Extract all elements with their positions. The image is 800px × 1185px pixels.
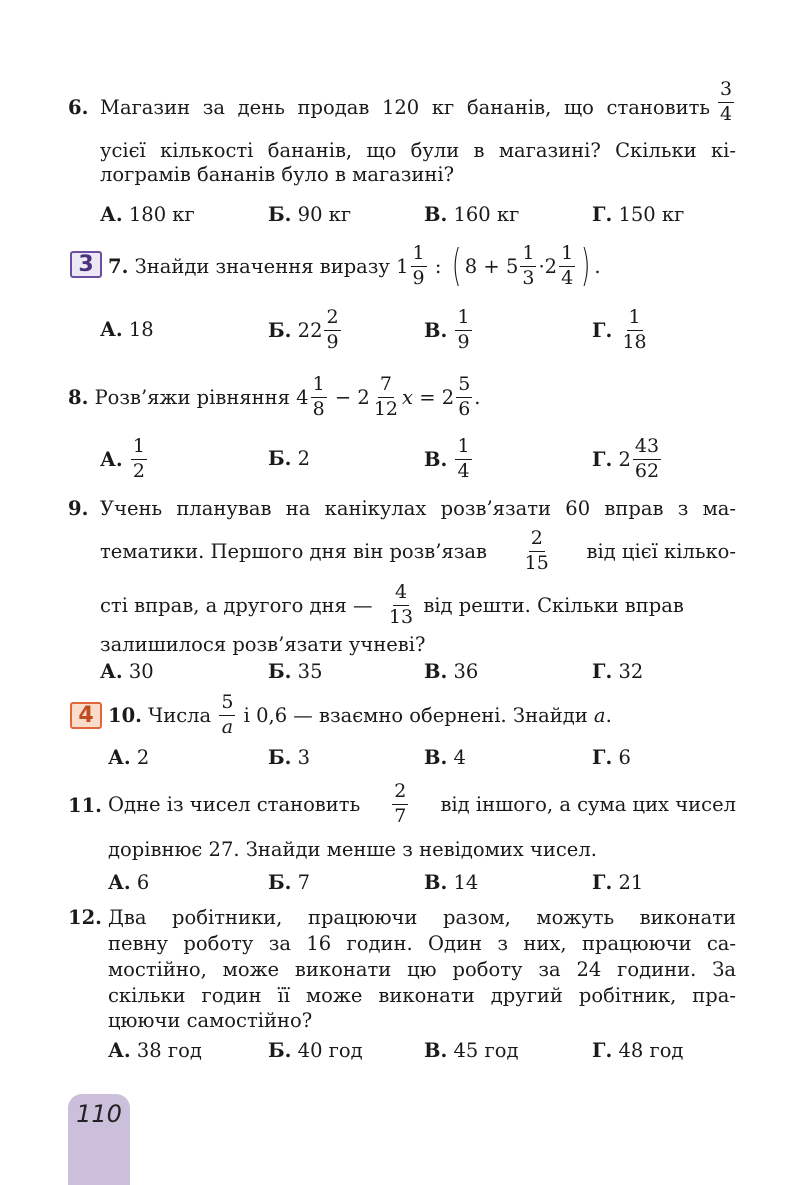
answer-option-d[interactable]: Г. 150 кг xyxy=(592,203,685,226)
answer-option-d[interactable]: Г. 21 xyxy=(592,871,644,894)
answer-option-a[interactable]: А. 2 xyxy=(108,746,150,769)
answer-option-a[interactable]: А. 18 xyxy=(100,318,154,341)
answer-option-c[interactable]: В. 45 год xyxy=(424,1039,519,1062)
question-line: тематики. Першого дня він розв’язав $\frac{2}{15}$ від цієї кілько- xyxy=(100,526,736,574)
answer-option-b[interactable]: Б. 35 xyxy=(268,660,323,683)
fraction: $\frac{5}{6}$ xyxy=(458,372,471,420)
answer-option-b[interactable]: Б. 22 $\frac{2}{9}$ xyxy=(268,305,339,353)
question-number: 7. xyxy=(108,254,129,278)
question-text: Розв’яжи рівняння xyxy=(94,385,290,409)
page-number-tab xyxy=(68,1094,130,1185)
answer-option-b[interactable]: Б. 40 год xyxy=(268,1039,363,1062)
answer-option-d[interactable]: Г. $\frac{1}{18}$ xyxy=(592,305,647,353)
answer-option-d[interactable]: Г. 32 xyxy=(592,660,644,683)
answer-option-c[interactable]: В. $\frac{1}{9}$ xyxy=(424,305,470,353)
answer-option-c[interactable]: В. 36 xyxy=(424,660,479,683)
fraction: $\frac{4}{13}$ xyxy=(388,580,414,628)
fraction: $\frac{3}{4}$ xyxy=(720,78,733,125)
answer-option-d[interactable]: Г. 6 xyxy=(592,746,631,769)
answer-option-d[interactable]: Г. 48 год xyxy=(592,1039,684,1062)
answer-option-a[interactable]: А. 38 год xyxy=(108,1039,202,1062)
answer-option-d[interactable]: Г. 2 $\frac{43}{62}$ xyxy=(592,434,660,482)
question-text: Знайди значення виразу xyxy=(134,254,390,278)
question-line: 7. Знайди значення виразу 1 $\frac{1}{9}$ : ( 8 + 5 $\frac{1}{3}$ · 2 $\frac{1}{4}$ ) . xyxy=(108,240,601,291)
answer-option-c[interactable]: В. 160 кг xyxy=(424,203,520,226)
question-text: цюючи самостійно? xyxy=(108,1009,313,1032)
question-text: мостійно, може виконати цю роботу за 24 години. За xyxy=(108,958,736,981)
fraction: $\frac{5}{a}$ xyxy=(221,690,234,738)
question-number: 10. xyxy=(108,703,142,727)
fraction: $\frac{1}{3}$ xyxy=(522,241,535,289)
answer-option-b[interactable]: Б. 7 xyxy=(268,871,311,894)
question-text: залишилося розв’язати учневі? xyxy=(100,633,426,656)
question-text: лограмів бананів було в магазині? xyxy=(100,163,455,186)
answer-option-c[interactable]: В. $\frac{1}{4}$ xyxy=(424,434,470,482)
question-text: певну роботу за 16 годин. Один з них, працюючи са- xyxy=(108,932,736,955)
question-number: 12. xyxy=(68,906,102,929)
question-number: 6. xyxy=(68,96,89,119)
page-number: 110 xyxy=(76,1100,122,1128)
difficulty-level-badge: 4 xyxy=(70,702,102,729)
question-text: Учень планував на канікулах розв’язати 60 вправ з ма- xyxy=(100,497,736,520)
question-text: Магазин за день продав 120 кг бананів, що становить xyxy=(100,96,710,119)
answer-option-b[interactable]: Б. 3 xyxy=(268,746,311,769)
fraction: $\frac{1}{4}$ xyxy=(561,241,574,289)
answer-option-a[interactable]: А. 180 кг xyxy=(100,203,195,226)
answer-option-a[interactable]: А. $\frac{1}{2}$ xyxy=(100,434,145,482)
fraction: $\frac{7}{12}$ xyxy=(373,372,399,420)
question-line: 10. Числа $\frac{5}{a}$ і 0,6 — взаємно обернені. Знайди a . xyxy=(108,690,612,738)
fraction: $\frac{2}{15}$ xyxy=(524,526,549,574)
question-text: Два робітники, працюючи разом, можуть виконати xyxy=(108,906,736,929)
fraction: $\frac{1}{9}$ xyxy=(412,241,425,289)
question-text: дорівнює 27. Знайди менше з невідомих чисел. xyxy=(108,838,597,861)
question-number: 8. xyxy=(68,385,89,409)
question-number: 9. xyxy=(68,497,89,520)
question-line: сті вправ, а другого дня — $\frac{4}{13}$ від решти. Скільки вправ xyxy=(100,580,684,628)
question-line: 8. Розв’яжи рівняння 4 $\frac{1}{8}$ − 2 $\frac{7}{12}$ x = 2 $\frac{5}{6}$ . xyxy=(68,372,481,420)
answer-option-c[interactable]: В. 4 xyxy=(424,746,466,769)
answer-option-b[interactable]: Б. 90 кг xyxy=(268,203,352,226)
fraction: $\frac{2}{7}$ xyxy=(394,779,407,827)
answer-option-a[interactable]: А. 6 xyxy=(108,871,150,894)
question-number: 11. xyxy=(68,794,102,817)
answer-option-c[interactable]: В. 14 xyxy=(424,871,479,894)
difficulty-level-badge: 3 xyxy=(70,251,102,278)
fraction: $\frac{1}{8}$ xyxy=(312,372,325,420)
answer-option-b[interactable]: Б. 2 xyxy=(268,447,311,470)
question-text: усієї кількості бананів, що були в магазині? Скільки кі- xyxy=(100,139,736,162)
answer-option-a[interactable]: А. 30 xyxy=(100,660,154,683)
question-text: скільки годин її може виконати другий робітник, пра- xyxy=(108,984,736,1007)
question-line: Одне із чисел становить $\frac{2}{7}$ від іншого, а сума цих чисел xyxy=(108,779,736,827)
